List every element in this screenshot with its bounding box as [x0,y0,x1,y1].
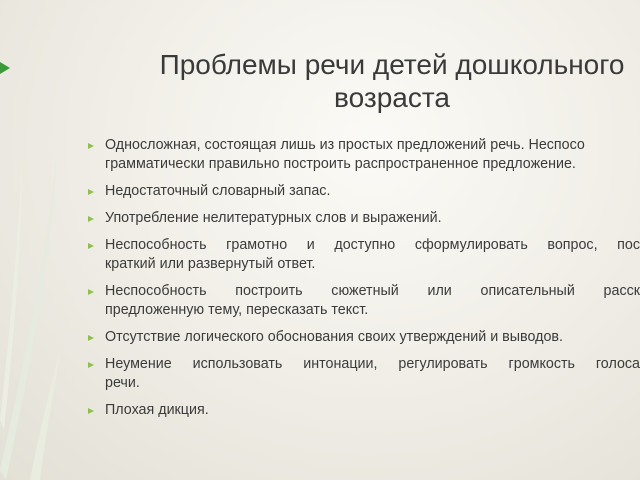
bullet-icon [88,335,94,341]
bullet-icon [88,216,94,222]
slide-accent-arrow [0,62,10,74]
bullet-text-line: Неспособность грамотно и доступно сформулировать вопрос, пос [105,237,640,253]
bullet-icon [88,143,94,149]
bullet-text-line: Отсутствие логического обоснования своих утверждений и выводов. [105,329,563,345]
bullet-item [88,182,640,201]
bullet-list [88,136,640,428]
bullet-text-line: Неспособность построить сюжетный или описательный расск [105,283,640,299]
bullet-item [88,136,640,174]
bullet-text-line: Употребление нелитературных слов и выражений. [105,210,442,226]
slide-title [112,48,640,114]
bullet-item [88,236,640,274]
bullet-item [88,401,640,420]
slide-title-line: возраста [334,82,450,113]
bullet-icon [88,362,94,368]
grass-blade-1 [0,140,58,480]
slide-title-line: Проблемы речи детей дошкольного [159,49,625,80]
bullet-text-line: краткий или развернутый ответ. [105,256,316,272]
bullet-text-line: предложенную тему, пересказать текст. [105,302,369,318]
bullet-text-line: речи. [105,375,140,391]
bullet-item [88,282,640,320]
bullet-icon [88,289,94,295]
bullet-text-line: Недостаточный словарный запас. [105,183,331,199]
bullet-icon [88,408,94,414]
bullet-text-line: Неумение использовать интонации, регулировать громкость голоса [105,356,640,372]
bullet-icon [88,243,94,249]
bullet-text-line: Плохая дикция. [105,402,209,418]
bullet-text-line: грамматически правильно построить распространенное предложение. [105,156,576,172]
bullet-item [88,209,640,228]
bullet-item [88,355,640,393]
grass-blade-3 [30,350,60,480]
bullet-item [88,328,640,347]
bullet-text-line: Односложная, состоящая лишь из простых предложений речь. Неспосо [105,137,585,153]
bullet-icon [88,189,94,195]
